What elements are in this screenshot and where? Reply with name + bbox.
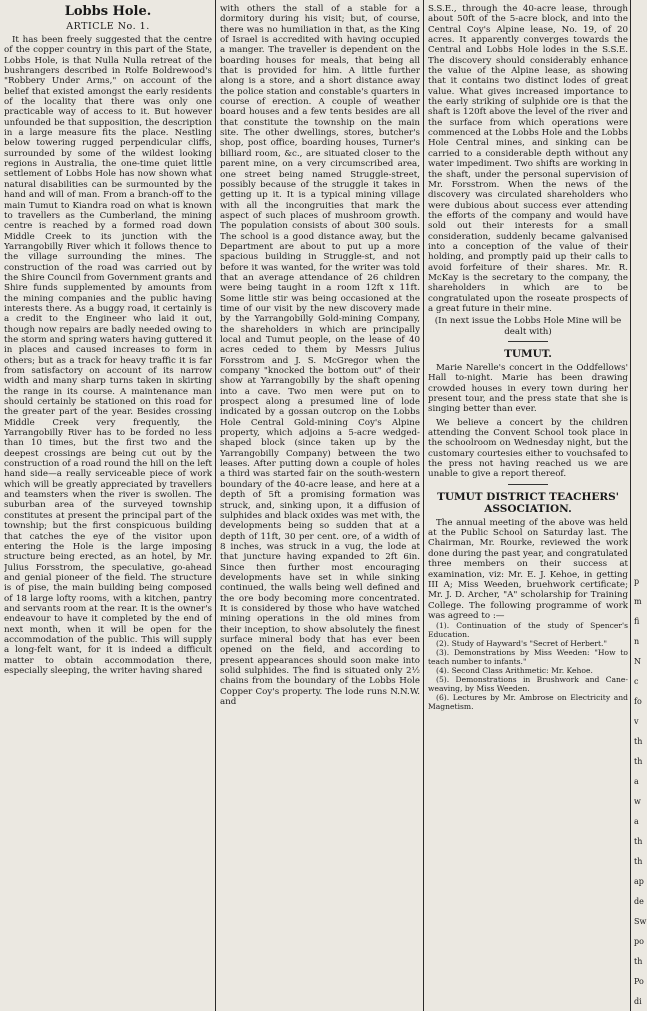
column-1 [4, 4, 212, 1007]
fragment: fo [634, 697, 642, 706]
article-subhead: ARTICLE No. 1. [66, 21, 150, 32]
list-item: (2). Study of Hayward's "Secret of Herbert." [436, 639, 607, 649]
fragment: p [634, 577, 640, 586]
article-paragraph: S.S.E., through the 40-acre lease, through about 50ft of the 5-acre block, and into the Central Coy's Alpine lease, No. 19, of 20 acres. It apparently converges towards the Central and Lobbs Hole lodes in the S.S.E. The discovery should considerably enhance the value of the Alpine lease, as showing that it contains two distinct lodes of great value. What gives increased importance to the early striking of sulphide ore is that the shaft is 120ft above the level of the river and the surface from which operations were commenced at the Lobbs Hole and the Lobbs Hole Central mines, and sinking can be carried to a considerable depth without any water impediment. Two shifts are working in the shaft, under the personal supervision of Mr. Forsstrom. When the news of the discovery was circulated shareholders who were dubious about success ever attending the efforts of the company and would have sold out their interests for a small consideration, suddenly became galvanised into a conception of the value of their holding, and promptly paid up their calls to avoid forfeiture of their shares. Mr. R. McKay is the secretary to the company, the shareholders in which are to be congratulated upon the roseate prospects of a great future in their mine. [428, 4, 628, 314]
list-item: (3). Demonstrations by Miss Weeden: "How to teach number to infants." [428, 648, 628, 667]
fragment: th [634, 857, 643, 866]
fragment: Po [634, 977, 644, 986]
fragment: N [634, 657, 641, 666]
article-paragraph: with others the stall of a stable for a dormitory during his visit; but, of course, there was no humiliation in that, as the King of Israel is accredited with having occupied a manger. The traveller is dependent on the boarding houses for meals, that being all that is provided for him. A little further along is a store, and a short distance away the police station and constable's quarters in course of erection. A couple of weather board houses and a few tents besides are all that constitute the township on the main site. The other dwellings, stores, butcher's shop, post office, boarding houses, Turner's billiard room, &c., are situated closer to the parent mine, on a very circumscribed area, one street being named Struggle-street, possibly because of the struggle it takes in getting up it. It is a typical mining village with all the incongruities that mark the aspect of such places of mushroom growth. The population consists of about 300 souls. The school is a good distance away, but the Department are about to put up a more spacious building in Struggle-st, and not before it was wanted, for the writer was told that an average attendance of 26 children were being taught in a room 12ft x 11ft. Some little stir was being occasioned at the time of our visit by the new discovery made by the Yarrangobilly Gold-mining Company, the shareholders in which are principally local and Tumut people, on the lease of 40 acres ceded to them by Messrs Julius Forsstrom and J. S. McGregor when the company "knocked the bottom out" of their show at Yarrangobilly by the shaft opening into a cave. Two men were put on to prospect along a presumed line of lode indicated by a gossan outcrop on the Lobbs Hole Central Gold-mining Coy's Alpine property, which adjoins a 5-acre wedged-shaped block (since taken up by the Yarrangobilly Company) between the two leases. After putting down a couple of holes a third was started fair on the south-western boundary of the 40-acre lease, and here at a depth of 5ft a promising formation was struck, and, sinking upon, it a diffusion of sulphides and black oxides was met with, the developments being so sudden that at a depth of 11ft, 30 per cent. ore, of a width of 8 inches, was struck in a vug, the lode at that juncture having expanded to 2ft 6in. Since then further most encouraging developments have set in while sinking continued, the walls being well defined and the ore body becoming more concentrated. It is considered by those who have watched mining operations in the old mines from their inception, to show absolutely the finest surface mineral body that has ever been opened on the field, and according to present appearances should soon make into solid sulphides. The find is situated only 2½ chains from the boundary of the Lobbs Hole Copper Coy's property. The lode runs N.N.W. and [220, 4, 420, 708]
fragment: th [634, 757, 643, 766]
continuation-note: (In next issue the Lobbs Hole Mine will be dealt with) [434, 316, 622, 337]
fragment: ap [634, 877, 644, 886]
column-rule [423, 0, 424, 1011]
news-paragraph: Marie Narelle's concert in the Oddfellows' Hall to-night. Marie has been drawing crowded houses in every town during her present tour, and the press state that she is singing better than ever. [428, 363, 628, 415]
fragment: m [634, 597, 642, 606]
article-paragraph: It has been freely suggested that the centre of the copper country in this part of the State, Lobbs Hole, is that Nulla Nulla retreat of the bushrangers described in Rolfe Boldrewood's "Robbery Under Arms," on account of the belief that existed amongst the early residents of the locality that there was only one practicable way of access to it. But however unfounded be that supposition, the description in a large measure fits the place. Nestling below towering rugged perpendicular cliffs, surrounded by some of the wildest looking regions in Australia, the one-time quiet little settlement of Lobbs Hole has now shown what natural disabilities can be surmounted by the hand and will of man. From a branch-off to the main Tumut to Kiandra road on what is known to travellers as the Cumberland, the mining centre is reached by a formed road down Middle Creek to its junction with the Yarrangobilly River which it follows thence to the village surrounding the mines. The construction of the road was carried out by the Shire Council from Government grants and Shire funds supplemented by amounts from the mining companies and the public having interests there. As a buggy road, it certainly is a credit to the Engineer who laid it out, though now repairs are badly needed owing to the storm and spring waters having guttered it in places and caused increases to form in others; but as a track for heavy traffic it is far from satisfactory on account of its narrow width and many sharp turns taken in skirting the range in its course. A maintenance man should certainly be stationed on this road for the greater part of the year. Besides crossing Middle Creek very frequently, the Yarrangobilly River has to be forded no less than 10 times, but the first two and the deepest crossings are being cut out by the construction of a road round the hill on the left hand side—a really serviceable piece of work which will be greatly appreciated by travellers and teamsters when the river is swollen. The suburban area of the surveyed township constitutes at present the principal part of the township; but the first conspicuous building that catches the eye of the visitor upon entering the Hole is the large imposing structure being erected, as an hotel, by Mr. Julius Forsstrom, the speculative, go-ahead and genial pioneer of the field. The structure is of pise, the main building being composed of 18 large lofty rooms, with a kitchen, pantry and servants room at the rear. It is the owner's endeavour to have it completed by the end of next month, when it will be open for the accommodation of the public. This will supply a long-felt want, for it is indeed a difficult matter to obtain accommodation there, especially sleeping, the writer having shared [4, 35, 212, 676]
fragment: di [634, 997, 642, 1006]
fragment: th [634, 957, 643, 966]
fragment: c [634, 677, 639, 686]
section-divider [508, 484, 548, 485]
column-rule [215, 0, 216, 1011]
column-3 [428, 4, 628, 1007]
fragment: th [634, 837, 643, 846]
fragment: de [634, 897, 644, 906]
list-item: (5). Demonstrations in Brushwork and Cane-weaving, by Miss Weeden. [428, 675, 628, 694]
news-paragraph: The annual meeting of the above was held at the Public School on Saturday last. The Chairman, Mr. Rourke, reviewed the work done during the past year, and congratulated three members on their success at examination, viz: Mr. E. J. Kehoe, in getting III A; Miss Weeden, bruehwork certificate; Mr. J. D. Archer, "A" scholarship for Training College. The following programme of work was agreed to :— [428, 517, 628, 621]
section-heading-tumut: TUMUT. [504, 348, 552, 360]
programme-list [428, 621, 628, 711]
news-paragraph: We believe a concert by the children attending the Convent School took place in the schoolroom on Wednesday night, but the customary courtesies either to vouchsafed to the press not having reached us we are unable to give a report thereof. [428, 417, 628, 480]
column-rule [630, 0, 631, 1011]
article-headline: Lobbs Hole. [64, 4, 152, 19]
column-2 [220, 4, 420, 1007]
list-item: (1). Continuation of the study of Spencer's Education. [428, 621, 628, 640]
fragment: th [634, 737, 643, 746]
fragment: fi [634, 617, 640, 626]
section-heading-teachers: TUMUT DISTRICT TEACHERS' ASSOCIATION. [437, 490, 619, 515]
list-item: (4). Second Class Arithmetic: Mr. Kehoe. [436, 666, 593, 676]
fragment: a [634, 817, 639, 826]
fragment: n [634, 637, 640, 646]
fragment: v [634, 717, 639, 726]
fragment: Sw [634, 917, 647, 926]
list-item: (6). Lectures by Mr. Ambrose on Electricity and Magnetism. [428, 693, 628, 712]
column-4-cropped [634, 572, 647, 1007]
fragment: w [634, 797, 641, 806]
fragment: a [634, 777, 639, 786]
section-divider [508, 341, 548, 342]
fragment: po [634, 937, 644, 946]
